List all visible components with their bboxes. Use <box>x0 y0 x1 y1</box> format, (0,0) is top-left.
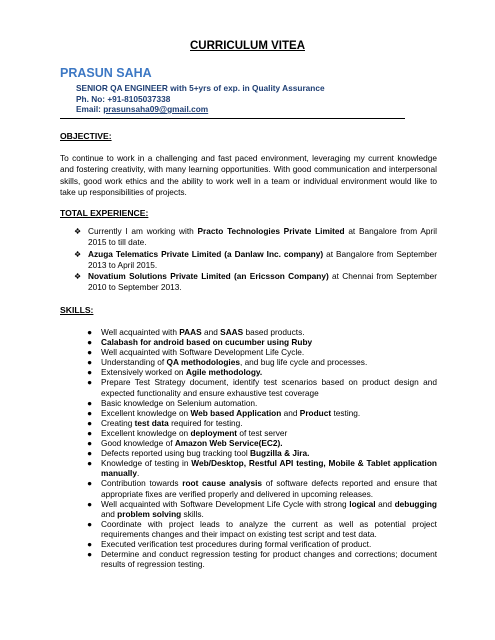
skill-item <box>60 408 437 418</box>
bullet-icon: ● <box>87 357 93 368</box>
bullet-icon: ● <box>87 478 93 489</box>
email-line <box>76 104 325 115</box>
company-name: Novatium Solutions Private Limited (an Ericsson Company) <box>88 271 329 282</box>
skill-text: Knowledge of testing in <box>101 458 192 469</box>
skill-item <box>60 398 437 408</box>
skill-item <box>60 347 437 357</box>
skill-emphasis: debugging <box>394 498 437 509</box>
skill-emphasis: Amazon Web Service(EC2). <box>174 438 283 449</box>
candidate-name: PRASUN SAHA <box>60 66 152 80</box>
bullet-icon: ● <box>87 538 93 549</box>
skill-item <box>60 327 437 337</box>
experience-period: at Chennai from September 2010 to September 2013. <box>88 271 437 293</box>
phone-number: Ph. No: +91-8105037338 <box>76 93 171 104</box>
skill-text: Excellent knowledge on <box>101 427 191 438</box>
contact-block <box>76 83 325 115</box>
skill-item <box>60 519 437 539</box>
bullet-icon: ● <box>87 367 93 378</box>
skill-text: Coordinate with project leads to analyze the current as well as potential project requirements changes and their impact on existing test script and test data. <box>101 518 437 539</box>
experience-item <box>60 226 437 249</box>
objective-heading: OBJECTIVE: <box>60 131 112 141</box>
skill-item <box>60 539 437 549</box>
skill-text: Executed verification test procedures during formal verification of product. <box>101 538 372 549</box>
bullet-icon: ● <box>87 347 93 358</box>
skill-item <box>60 357 437 367</box>
skill-item <box>60 337 437 347</box>
skill-item <box>60 418 437 428</box>
skill-emphasis: PAAS <box>179 327 202 337</box>
skills-heading: SKILLS: <box>60 305 94 315</box>
skill-item <box>60 478 437 498</box>
skill-text: and <box>201 327 221 337</box>
experience-list <box>60 226 437 294</box>
bullet-icon: ● <box>87 518 93 529</box>
skill-text: Well acquainted with <box>101 327 180 337</box>
skill-text: Good knowledge of <box>101 438 175 449</box>
skill-item <box>60 377 437 397</box>
diamond-bullet-icon: ❖ <box>74 249 82 259</box>
skill-emphasis: logical <box>349 498 376 509</box>
skill-text: based products. <box>243 327 305 337</box>
skill-text: testing. <box>331 407 361 418</box>
skill-text: Defects reported using bug tracking tool <box>101 448 250 459</box>
skill-text: and <box>281 407 300 418</box>
experience-item <box>60 271 437 294</box>
skill-emphasis: deployment <box>190 427 238 438</box>
skill-text: Well acquainted with Software Development Life Cycle. <box>101 347 305 358</box>
skill-text: and <box>101 508 118 519</box>
experience-period: at Bangalore from September 2013 to April 2015. <box>88 248 437 270</box>
skill-emphasis: Web based Application <box>190 407 282 418</box>
bullet-icon: ● <box>87 417 93 428</box>
skill-text: Prepare Test Strategy document, identify test scenarios based on product design and expected functionality and ensure exhaustive test coverage <box>101 377 437 398</box>
skill-emphasis: Product <box>299 407 332 418</box>
skill-emphasis: SAAS <box>220 327 244 337</box>
skill-text: skills. <box>181 508 204 519</box>
skill-text: Contribution towards <box>101 478 183 489</box>
skill-text: Extensively worked on <box>101 367 186 378</box>
skill-text: Excellent knowledge on <box>101 407 191 418</box>
experience-text: Currently I am working with <box>88 226 198 236</box>
company-name: Practo Technologies Private Limited <box>197 226 345 236</box>
bullet-icon: ● <box>87 498 93 509</box>
skill-text: Determine and conduct regression testing for product changes and corrections; document results of regression testing. <box>101 549 437 570</box>
skill-item <box>60 438 437 448</box>
skill-emphasis: Calabash for android based on cucumber using Ruby <box>101 337 313 348</box>
skill-text: required for testing. <box>168 417 243 428</box>
skill-text: of software defects reported and ensure that appropriate fixes are verified properly and delivered in upcoming releases. <box>101 478 437 499</box>
skill-item <box>60 428 437 438</box>
skill-emphasis: QA methodologies <box>166 357 240 368</box>
skill-text: of test server <box>237 427 288 438</box>
experience-heading: TOTAL EXPERIENCE: <box>60 208 149 218</box>
company-name: Azuga Telematics Private Limited (a Danlaw Inc. company) <box>88 248 324 259</box>
diamond-bullet-icon: ❖ <box>74 227 82 236</box>
email-link[interactable]: prasunsaha09@gmail.com <box>103 104 209 114</box>
bullet-icon: ● <box>87 448 93 459</box>
bullet-icon: ● <box>87 458 93 469</box>
skill-emphasis: root cause analysis <box>182 478 263 489</box>
skill-emphasis: Bugzilla & Jira. <box>249 448 310 459</box>
bullet-icon: ● <box>87 337 93 348</box>
skill-item <box>60 458 437 478</box>
skill-item <box>60 448 437 458</box>
bullet-icon: ● <box>87 427 93 438</box>
skill-text: and <box>375 498 395 509</box>
skill-text: Understanding of <box>101 357 167 368</box>
bullet-icon: ● <box>87 397 93 408</box>
candidate-subtitle: SENIOR QA ENGINEER with 5+yrs of exp. in Quality Assurance <box>76 83 325 93</box>
skill-text: . <box>136 468 140 479</box>
bullet-icon: ● <box>87 407 93 418</box>
bullet-icon: ● <box>87 377 93 388</box>
skill-text: Creating <box>101 417 135 428</box>
skill-item <box>60 367 437 377</box>
email-label: Email: <box>76 104 104 114</box>
experience-period: at Bangalore from April 2015 to till date. <box>88 226 437 248</box>
skill-item <box>60 549 437 569</box>
document-title: CURRICULUM VITEA <box>190 40 305 52</box>
skill-text: Well acquainted with Software Development Life Cycle with strong <box>101 498 350 509</box>
skill-emphasis: Web/Desktop, Restful API testing, Mobile & Tablet application manually <box>101 458 437 479</box>
diamond-bullet-icon: ❖ <box>74 272 82 282</box>
objective-text: To continue to work in a challenging and fast paced environment, leveraging my current knowledge and fostering creativity, with many learning opportunities. With good communication and interpersonal skills, good work ethics and the ability to work well in a team or individual environment would like to take up responsibilities of projects. <box>60 153 437 197</box>
bullet-icon: ● <box>87 549 93 560</box>
skill-emphasis: Agile methodology. <box>185 367 263 378</box>
bullet-icon: ● <box>87 327 93 337</box>
skill-text: , and bug life cycle and processes. <box>239 357 368 368</box>
skill-text: Basic knowledge on Selenium automation. <box>101 397 258 408</box>
skills-list <box>60 327 437 569</box>
skill-emphasis: test data <box>134 417 169 428</box>
experience-item <box>60 249 437 272</box>
bullet-icon: ● <box>87 438 93 449</box>
header-divider <box>60 118 405 119</box>
skill-item <box>60 499 437 519</box>
skill-emphasis: problem solving <box>117 508 182 519</box>
